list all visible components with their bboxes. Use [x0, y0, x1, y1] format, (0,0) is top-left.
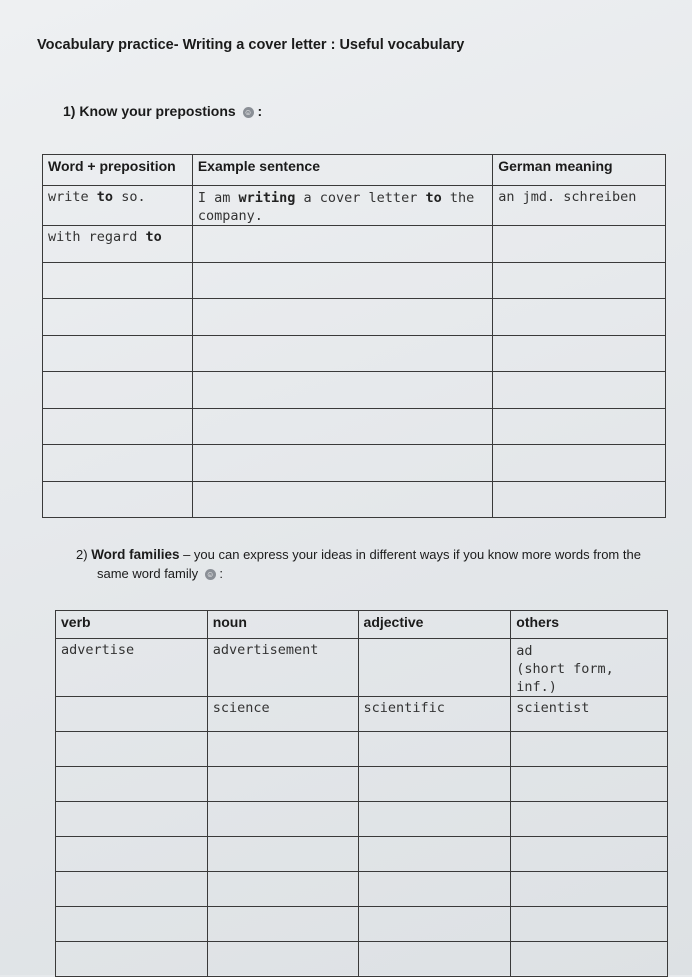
- table-cell[interactable]: [192, 372, 492, 409]
- table-cell[interactable]: [511, 767, 668, 802]
- table-cell[interactable]: ad (short form, inf.): [511, 639, 668, 697]
- table-cell[interactable]: [511, 942, 668, 977]
- table-cell[interactable]: advertisement: [207, 639, 358, 697]
- table-cell[interactable]: [192, 226, 492, 263]
- column-header: others: [511, 611, 668, 639]
- table-cell[interactable]: [207, 837, 358, 872]
- table-row: [56, 837, 668, 872]
- table-cell[interactable]: [56, 872, 208, 907]
- prepositions-table: [42, 154, 666, 518]
- table-cell[interactable]: [192, 262, 492, 299]
- section2-heading-num: 2): [76, 547, 88, 562]
- table-cell[interactable]: [56, 697, 208, 732]
- table-cell[interactable]: [192, 408, 492, 445]
- table-cell[interactable]: [192, 335, 492, 372]
- smiley-icon: ☺: [243, 107, 253, 117]
- table-row: [56, 697, 668, 732]
- table-cell[interactable]: [358, 639, 511, 697]
- table-cell[interactable]: [358, 942, 511, 977]
- table-cell[interactable]: [43, 408, 193, 445]
- table-row: [56, 767, 668, 802]
- table-cell[interactable]: [358, 802, 511, 837]
- table-cell[interactable]: [493, 262, 666, 299]
- table-cell[interactable]: [207, 942, 358, 977]
- table-cell[interactable]: [207, 802, 358, 837]
- table-header-row: [43, 155, 666, 186]
- table-row: [43, 408, 666, 445]
- table-cell[interactable]: [43, 299, 193, 336]
- table-cell[interactable]: science: [207, 697, 358, 732]
- section2-heading-text: – you can express your ideas in different ways if you know more words from the: [179, 547, 641, 562]
- table-cell[interactable]: [358, 907, 511, 942]
- table-cell[interactable]: [207, 732, 358, 767]
- table-cell[interactable]: [207, 907, 358, 942]
- table-row: [43, 335, 666, 372]
- page-title: Vocabulary practice- Writing a cover letter : Useful vocabulary: [37, 37, 465, 53]
- column-header: verb: [56, 611, 208, 639]
- table-row: [56, 802, 668, 837]
- column-header: German meaning: [493, 155, 666, 186]
- table-row: [43, 226, 666, 263]
- table-cell[interactable]: [192, 445, 492, 482]
- table-header-row: [56, 611, 668, 639]
- table-cell[interactable]: [56, 907, 208, 942]
- table-cell[interactable]: [511, 872, 668, 907]
- table-cell[interactable]: [493, 335, 666, 372]
- table-row: [43, 186, 666, 226]
- table-row: [56, 942, 668, 977]
- table-cell[interactable]: [358, 837, 511, 872]
- table-row: [43, 372, 666, 409]
- table-cell[interactable]: scientific: [358, 697, 511, 732]
- table-row: [43, 299, 666, 336]
- table-cell[interactable]: write to so.: [43, 186, 193, 226]
- table-cell[interactable]: [358, 767, 511, 802]
- table-cell[interactable]: [511, 837, 668, 872]
- table-cell[interactable]: [56, 837, 208, 872]
- table-cell[interactable]: [43, 481, 193, 518]
- column-header: adjective: [358, 611, 511, 639]
- table-cell[interactable]: [43, 262, 193, 299]
- table-row: [43, 481, 666, 518]
- table-cell[interactable]: [511, 802, 668, 837]
- table-cell[interactable]: [207, 872, 358, 907]
- column-header: noun: [207, 611, 358, 639]
- table-cell[interactable]: [511, 907, 668, 942]
- table-cell[interactable]: [56, 767, 208, 802]
- table-cell[interactable]: [493, 226, 666, 263]
- section2-heading: [76, 545, 686, 583]
- table-cell[interactable]: [43, 335, 193, 372]
- table-row: [43, 445, 666, 482]
- table-cell[interactable]: [493, 481, 666, 518]
- section1-heading-suffix: :: [257, 103, 263, 119]
- table-row: [43, 262, 666, 299]
- table-cell[interactable]: I am writing a cover letter to the company.: [192, 186, 492, 226]
- table-cell[interactable]: [358, 732, 511, 767]
- table-cell[interactable]: with regard to: [43, 226, 193, 263]
- table-cell[interactable]: [56, 942, 208, 977]
- section2-heading-line2: same word family ☺ :: [97, 566, 224, 581]
- table-row: [56, 639, 668, 697]
- table-cell[interactable]: scientist: [511, 697, 668, 732]
- table-cell[interactable]: [207, 767, 358, 802]
- section2-heading-bold: Word families: [91, 547, 180, 562]
- column-header: Word + preposition: [43, 155, 193, 186]
- table-cell[interactable]: an jmd. schreiben: [493, 186, 666, 226]
- table-cell[interactable]: advertise: [56, 639, 208, 697]
- table-cell[interactable]: [493, 299, 666, 336]
- table-cell[interactable]: [511, 732, 668, 767]
- table-cell[interactable]: [192, 481, 492, 518]
- table-cell[interactable]: [493, 372, 666, 409]
- table-row: [56, 907, 668, 942]
- table-row: [56, 872, 668, 907]
- table-cell[interactable]: [192, 299, 492, 336]
- table-cell[interactable]: [43, 445, 193, 482]
- table-cell[interactable]: [493, 445, 666, 482]
- smiley-icon: ☺: [206, 570, 215, 580]
- column-header: Example sentence: [192, 155, 492, 186]
- section1-heading-text: 1) Know your prepostions: [63, 103, 236, 119]
- table-cell[interactable]: [56, 802, 208, 837]
- table-cell[interactable]: [358, 872, 511, 907]
- word-families-table: [55, 610, 668, 977]
- table-cell[interactable]: [493, 408, 666, 445]
- table-cell[interactable]: [43, 372, 193, 409]
- section1-heading: [63, 103, 262, 119]
- table-cell[interactable]: [56, 732, 208, 767]
- table-row: [56, 732, 668, 767]
